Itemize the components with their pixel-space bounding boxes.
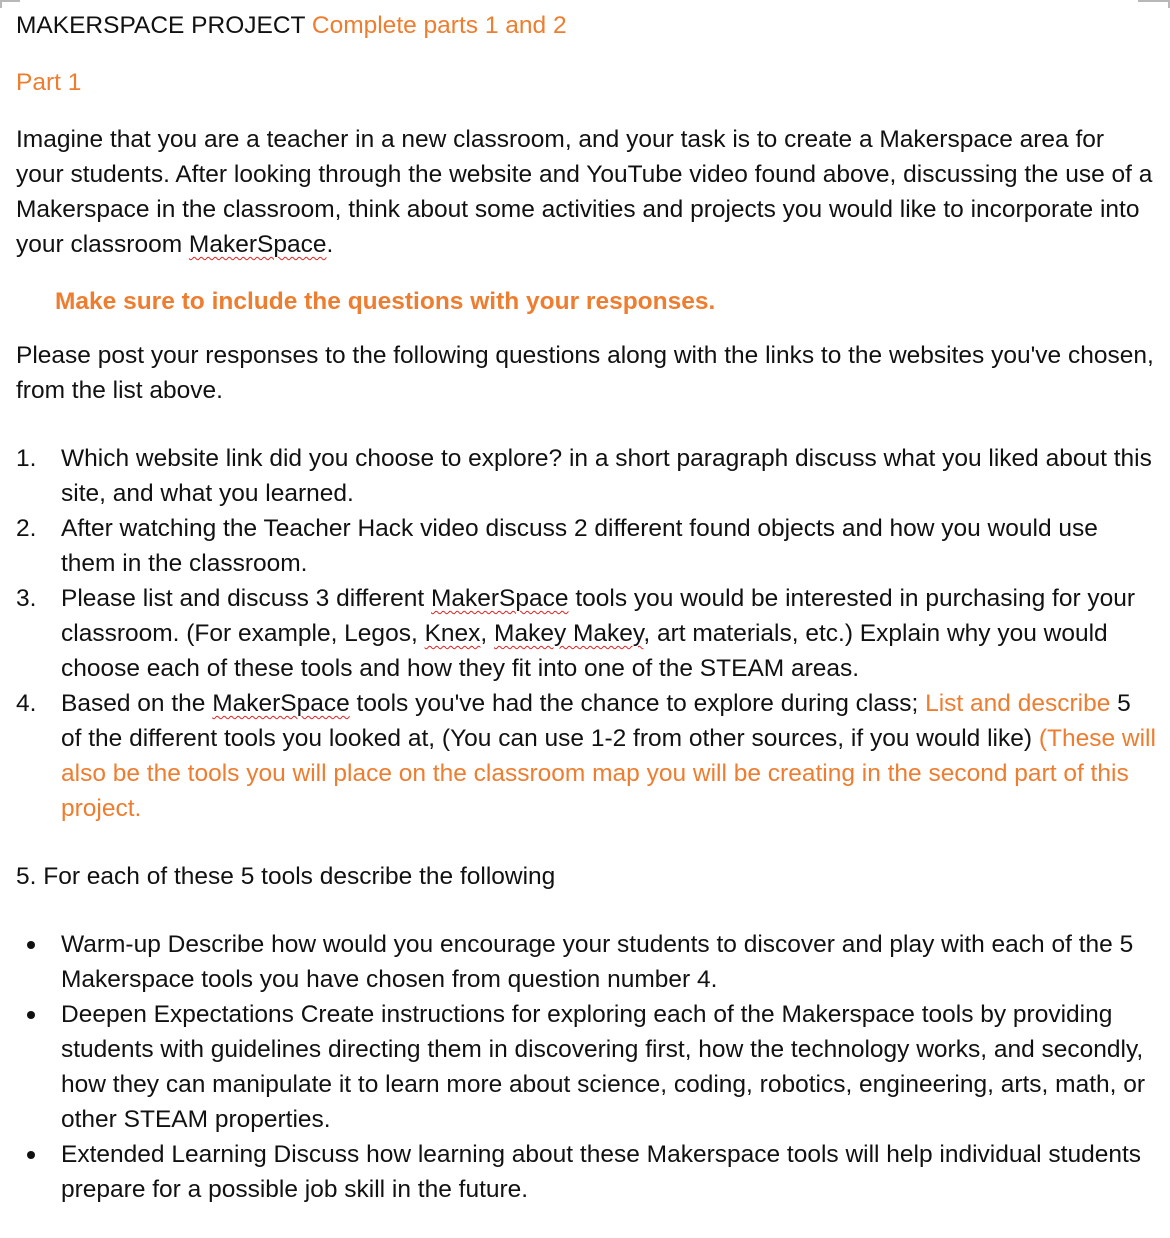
task-item <box>16 997 1156 1137</box>
document-title <box>16 8 1156 43</box>
post-instructions: Please post your responses to the following questions along with the links to the websites you've chosen, from the list above. <box>16 342 1154 404</box>
bullet-icon <box>27 1151 35 1159</box>
spellcheck-word: Knex <box>424 620 481 647</box>
question-text: After watching the Teacher Hack video discuss 2 different found objects and how you would use them in the classroom. <box>61 515 1098 577</box>
bullet-icon <box>27 941 35 949</box>
text-run: tools you've had the chance to explore during class; <box>349 690 926 717</box>
task-list <box>16 927 1156 1207</box>
text-run: 5 of the different tools you looked at, (You can use 1-2 from other sources, if you would like) <box>61 690 1131 752</box>
intro-end: . <box>326 231 334 258</box>
question-item <box>16 686 1156 826</box>
question-item <box>16 511 1156 581</box>
question-number: 3. <box>16 585 37 612</box>
question-5-heading: 5. For each of these 5 tools describe the following <box>16 863 556 890</box>
spellcheck-word: MakerSpace <box>430 585 569 612</box>
spellcheck-word: Makey Makey <box>494 620 644 647</box>
part-heading: Part 1 <box>16 69 82 96</box>
page-corner-mark-left <box>0 0 20 8</box>
highlight-text: List and describe <box>925 690 1111 717</box>
title-note: Complete parts 1 and 2 <box>311 12 567 39</box>
question-text <box>61 690 1156 822</box>
text-run: , <box>480 620 495 647</box>
intro-paragraph <box>16 122 1156 262</box>
task-text: Warm-up Describe how would you encourage your students to discover and play with each of the 5 Makerspace tools you have chosen from question number 4. <box>61 931 1134 993</box>
page-corner-mark-right <box>1138 0 1170 8</box>
highlight-text: (These will also be the tools you will place on the classroom map you will be creating in the second part of this project. <box>61 725 1156 822</box>
question-number: 2. <box>16 515 37 542</box>
task-text: Deepen Expectations Create instructions for exploring each of the Makerspace tools by providing students with guidelines directing them in discovering first, how the technology works, and secondly, how they can manipulate it to learn more about science, coding, robotics, engineering, arts, math, or other STEAM properties. <box>61 1001 1146 1133</box>
text-run: tools you would be interested in purchasing for your classroom. (For example, Legos, <box>61 585 1136 647</box>
title-text: MAKERSPACE PROJECT <box>16 12 306 39</box>
question-number: 1. <box>16 445 37 472</box>
spellcheck-word: MakerSpace <box>212 690 350 717</box>
task-text: Extended Learning Discuss how learning about these Makerspace tools will help individual students prepare for a possible job skill in the future. <box>61 1141 1141 1203</box>
question-number: 4. <box>16 690 37 717</box>
spellcheck-word: MakerSpace <box>188 231 327 258</box>
text-run: Based on the <box>61 690 213 717</box>
document-body <box>16 8 1156 1207</box>
reminder-note: Make sure to include the questions with your responses. <box>55 288 716 315</box>
question-item <box>16 581 1156 686</box>
task-item <box>16 927 1156 997</box>
task-item <box>16 1137 1156 1207</box>
bullet-icon <box>27 1011 35 1019</box>
question-item <box>16 441 1156 511</box>
question-list <box>16 441 1156 826</box>
question-text <box>61 585 1135 682</box>
question-text: Which website link did you choose to explore? in a short paragraph discuss what you liked about this site, and what you learned. <box>61 445 1152 507</box>
text-run: Please list and discuss 3 different <box>61 585 431 612</box>
intro-text: Imagine that you are a teacher in a new classroom, and your task is to create a Makerspace area for your students. After looking through the website and YouTube video found above, discussing the use of a Makerspace in the classroom, think about some activities and projects you would like to incorporate into your classroom <box>16 126 1153 258</box>
text-run: , art materials, etc.) Explain why you would choose each of these tools and how they fit into one of the STEAM areas. <box>61 620 1108 682</box>
